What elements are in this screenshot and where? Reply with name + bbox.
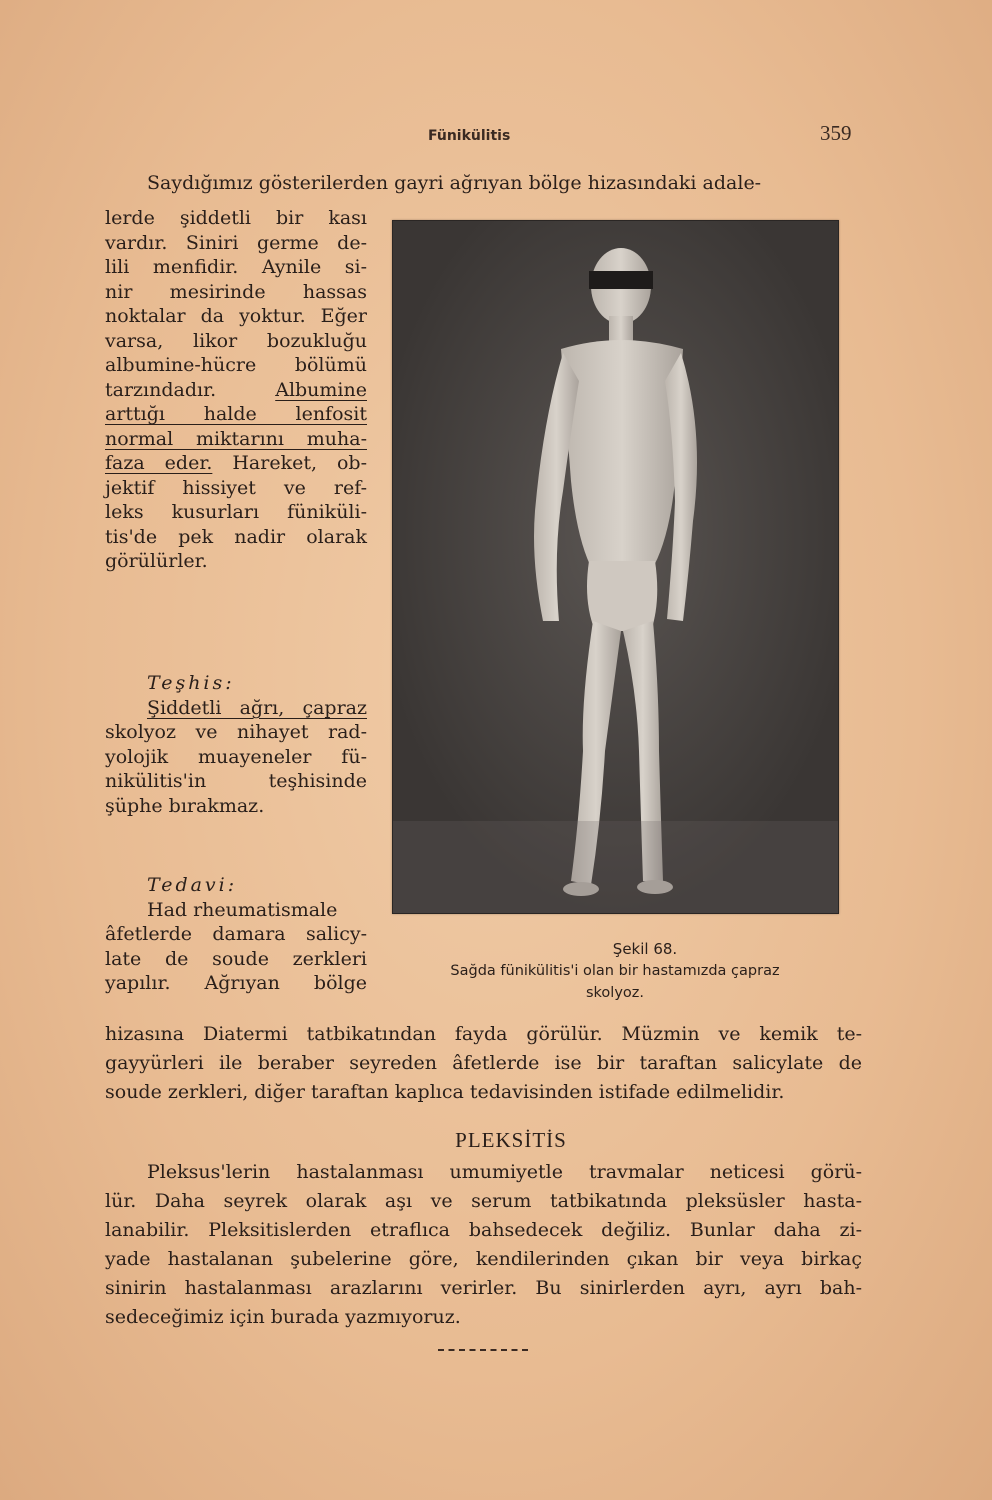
- left-line: şüphe bırakmaz.: [105, 794, 265, 817]
- teshis-heading: Teşhis:: [147, 672, 235, 694]
- left-line: skolyoz ve nihayet rad-: [105, 721, 367, 743]
- body-line: lür. Daha seyrek olarak aşı ve serum tatbikatında pleksüsler hasta-: [105, 1190, 862, 1212]
- underlined-text: normal miktarını muha-: [105, 427, 367, 450]
- left-line: nikülitis'in teşhisinde: [105, 770, 367, 792]
- body-line: lanabilir. Pleksitislerden etraflıca bahsedecek değiliz. Bunlar daha zi-: [105, 1219, 862, 1241]
- left-line: late de soude zerkleri: [105, 947, 367, 970]
- left-line: jektif hissiyet ve ref-: [105, 476, 367, 499]
- patient-figure-illustration: [393, 221, 838, 913]
- underlined-text: faza eder.: [105, 452, 213, 474]
- left-line: lili menfidir. Aynile si-: [105, 256, 367, 278]
- left-line: yapılır. Ağrıyan bölge: [105, 972, 367, 994]
- intro-line: Saydığımız gösterilerden gayri ağrıyan bölge hizasındaki adale-: [147, 172, 762, 194]
- body-line: gayyürleri ile beraber seyreden âfetlerde ise bir taraftan salicylate de: [105, 1052, 862, 1074]
- left-line: leks kusurları füniküli-: [105, 501, 367, 523]
- running-head: Fünikülitis: [428, 128, 511, 144]
- body-line: sedeceğimiz için burada yazmıyoruz.: [105, 1306, 461, 1328]
- caption-line: skolyoz.: [585, 985, 644, 1001]
- left-column-body: [105, 206, 367, 574]
- full-paragraph: [105, 1020, 862, 1107]
- left-line-text: Hareket, ob-: [232, 452, 367, 474]
- left-line: yolojik muayeneler fü-: [105, 745, 367, 768]
- page-number: 359: [820, 121, 852, 145]
- tedavi-heading: Tedavi:: [147, 874, 238, 896]
- end-rule: [438, 1349, 528, 1353]
- left-line: âfetlerde damara salicy-: [105, 923, 367, 945]
- underlined-text: Şiddetli ağrı, çapraz: [147, 696, 367, 719]
- body-line: hizasına Diatermi tatbikatından fayda görülür. Müzmin ve kemik te-: [105, 1023, 862, 1045]
- left-line: görülürler.: [105, 550, 208, 572]
- left-line: nir mesirinde hassas: [105, 280, 367, 303]
- left-line: Had rheumatismale: [147, 898, 338, 921]
- body-line: sinirin hastalanması arazlarını verirler. Bu sinirlerden ayrı, ayrı bah-: [105, 1277, 862, 1299]
- section-body: [105, 1158, 862, 1332]
- underlined-albumine: Albumine: [275, 378, 367, 401]
- left-line: [105, 402, 367, 427]
- left-line: lerde şiddetli bir kası: [105, 207, 367, 229]
- body-line: soude zerkleri, diğer taraftan kaplıca tedavisinden istifade edilmelidir.: [105, 1081, 785, 1103]
- left-line: [105, 696, 367, 721]
- figure-caption: [385, 938, 845, 1004]
- teshis-section: [105, 671, 367, 818]
- body-line: yade hastalanan şubelerine göre, kendilerinden çıkan bir veya birkaç: [105, 1248, 862, 1270]
- left-line: [105, 451, 367, 476]
- underlined-text: arttığı halde lenfosit: [105, 403, 367, 425]
- left-line: varsa, likor bozukluğu: [105, 329, 367, 352]
- caption-line: Sağda fünikülitis'i olan bir hastamızda çapraz: [450, 963, 780, 979]
- patient-photograph: [392, 220, 839, 914]
- left-line-text: tarzındadır.: [105, 378, 217, 401]
- eye-censor-bar: [589, 271, 653, 289]
- left-line: [105, 378, 367, 403]
- tedavi-section: [105, 873, 367, 996]
- left-line: noktalar da yoktur. Eğer: [105, 305, 367, 327]
- section-title: PLEKSİTİS: [455, 1128, 567, 1152]
- body-line: Pleksus'lerin hastalanması umumiyetle travmalar neticesi görü-: [147, 1161, 862, 1183]
- left-line: albumine-hücre bölümü: [105, 354, 367, 376]
- left-line: tis'de pek nadir olarak: [105, 525, 367, 548]
- left-line: [105, 427, 367, 452]
- figure-label: Şekil 68.: [612, 940, 678, 958]
- left-line: vardır. Siniri germe de-: [105, 231, 367, 254]
